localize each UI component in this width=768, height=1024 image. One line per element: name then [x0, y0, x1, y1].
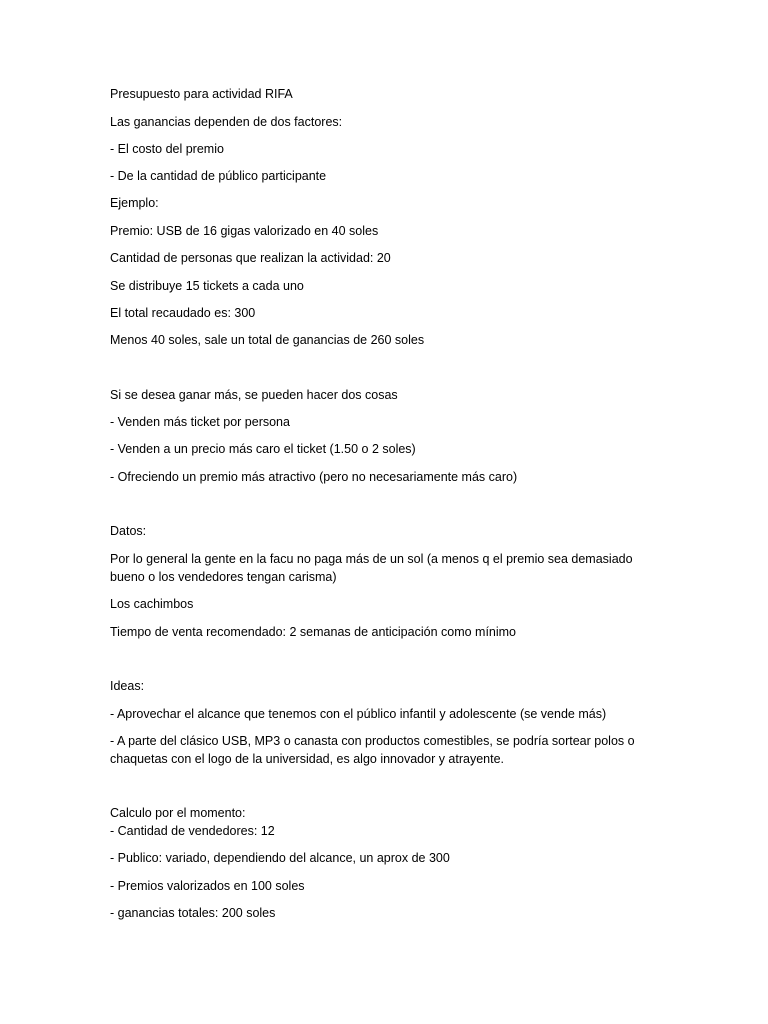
- idea-item: - Aprovechar el alcance que tenemos con el público infantil y adolescente (se vende más): [110, 707, 607, 721]
- factor-item: - De la cantidad de público participante: [110, 169, 327, 183]
- data-line: Por lo general la gente en la facu no paga más de un sol (a menos q el premio sea demasiado bueno o los vendedores tengan carisma): [110, 552, 633, 584]
- data-line: Tiempo de venta recomendado: 2 semanas de anticipación como mínimo: [110, 625, 517, 639]
- example-heading: Ejemplo:: [110, 196, 159, 210]
- calc-heading: Calculo por el momento:: [110, 806, 246, 820]
- improve-item: - Venden a un precio más caro el ticket (1.50 o 2 soles): [110, 442, 416, 456]
- improve-heading: Si se desea ganar más, se pueden hacer dos cosas: [110, 388, 398, 402]
- data-heading: Datos:: [110, 524, 147, 538]
- factor-item: - El costo del premio: [110, 142, 224, 156]
- calc-item: - Cantidad de vendedores: 12: [110, 824, 275, 838]
- document-title: Presupuesto para actividad RIFA: [110, 87, 293, 101]
- ideas-heading: Ideas:: [110, 679, 145, 693]
- example-line: Menos 40 soles, sale un total de ganancias de 260 soles: [110, 333, 425, 347]
- idea-item: - A parte del clásico USB, MP3 o canasta con productos comestibles, se podría sortear polos o chaquetas con el logo de la universidad, es algo innovador y atrayente.: [110, 734, 635, 766]
- calc-item: - ganancias totales: 200 soles: [110, 906, 276, 920]
- intro-line: Las ganancias dependen de dos factores:: [110, 115, 343, 129]
- data-line: Los cachimbos: [110, 597, 194, 611]
- example-line: El total recaudado es: 300: [110, 306, 256, 320]
- example-line: Cantidad de personas que realizan la actividad: 20: [110, 251, 391, 265]
- improve-item: - Ofreciendo un premio más atractivo (pero no necesariamente más caro): [110, 470, 518, 484]
- example-line: Se distribuye 15 tickets a cada uno: [110, 279, 304, 293]
- example-line: Premio: USB de 16 gigas valorizado en 40 soles: [110, 224, 379, 238]
- calc-item: - Premios valorizados en 100 soles: [110, 879, 305, 893]
- calc-item: - Publico: variado, dependiendo del alcance, un aprox de 300: [110, 851, 450, 865]
- improve-item: - Venden más ticket por persona: [110, 415, 290, 429]
